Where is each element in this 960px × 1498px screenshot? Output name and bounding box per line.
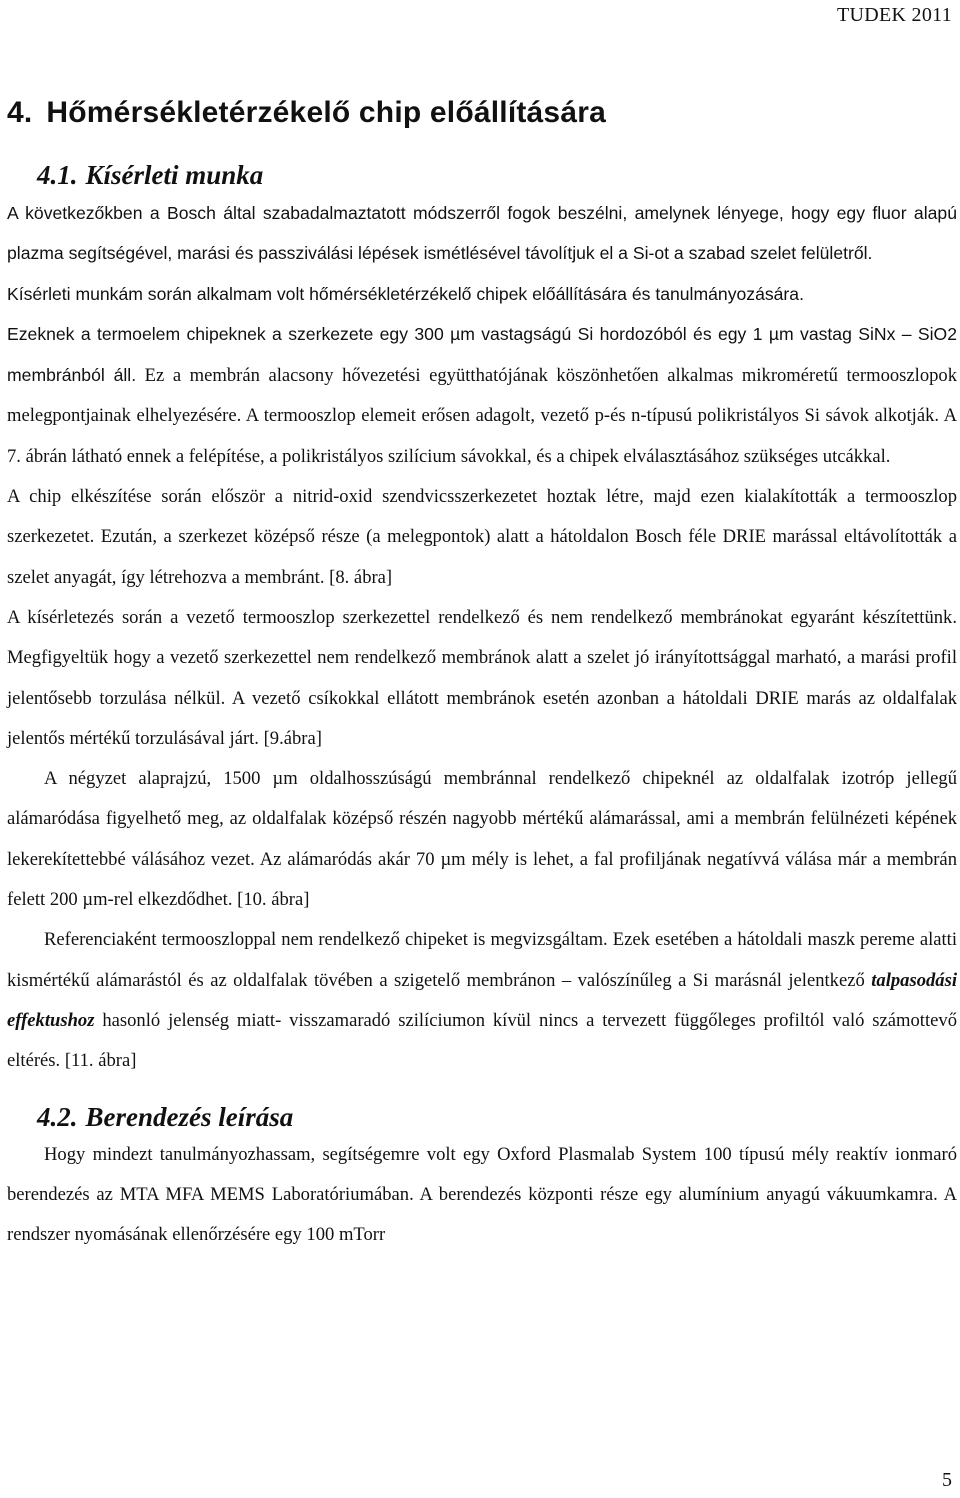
paragraph-underetching: A négyzet alaprajzú, 1500 µm oldalhosszúságú membránnal rendelkező chipeknél az oldalfalak izotróp jellegű alámaródása figyelhető meg, az oldalfalak középső részén nagyobb mértékű alámarással, ami a membrán felülnézeti képének lekerekítettebbé válásához vezet. Az alámaródás akár 70 µm mély is lehet, a fal profiljának negatívvá válása már a membrán felett 200 µm-rel elkezdődhet. [10. ábra] xyxy=(7,768,957,911)
section-number: 4.1. xyxy=(37,160,78,190)
section-number: 4.2. xyxy=(37,1101,78,1132)
footing-effect-term: talpasodási effektushoz xyxy=(7,969,957,1031)
section-heading-4-1 xyxy=(37,160,957,191)
paragraph-reference-chips xyxy=(7,920,957,1081)
running-header: TUDEK 2011 xyxy=(836,4,952,26)
section-title: Berendezés leírása xyxy=(85,1101,294,1132)
paragraph-chip-fabrication: A chip elkészítése során először a nitrid-oxid szendvicsszerkezetet hoztak létre, majd ezen kialakították a termooszlop szerkezetet. Ezután, a szerkezet középső része (a melegpontok) alatt a hátoldalon Bosch féle DRIE marással eltávolították a szelet anyagát, így létrehozva a membránt. [8. ábra] xyxy=(7,486,957,588)
paragraph-equipment: Hogy mindezt tanulmányozhassam, segítségemre volt egy Oxford Plasmalab System 100 típusú mély reaktív ionmaró berendezés az MTA MFA MEMS Laboratóriumában. A berendezés központi része egy alumínium anyagú vákuumkamra. A rendszer nyomásának ellenőrzésére egy 100 mTorr xyxy=(7,1143,957,1246)
paragraph-chip-structure xyxy=(7,314,957,477)
paragraph-chip-structure-part2: Ez a membrán alacsony hővezetési együtthatójának köszönhetően alkalmas mikroméretű termooszlopok melegpontjainak elhelyezésére. A termooszlop elemeit erősen adagolt, vezető p-és n-típusú polikristályos Si sávok alkotják. A 7. ábrán látható ennek a felépítése, a polikristályos szilícium sávokkal, és a chipek elválasztásához szükséges utcákkal. xyxy=(7,365,958,467)
chapter-title: Hőmérsékletérzékelő chip előállítására xyxy=(46,96,606,129)
paragraph-reference-before: Referenciaként termooszloppal nem rendelkező chipeket is megvizsgáltam. Ezek esetében a hátoldali maszk pereme alatti kismértékű alámarástól és az oldalfalak tövében a szigetelő membránon – valószínűleg a Si marásnál jelentkező xyxy=(7,929,957,991)
chapter-number: 4. xyxy=(7,96,33,129)
paragraph-reference-after: hasonló jelenség miatt- visszamaradó szilíciumon kívül nincs a tervezett függőleges profiltól való számottevő eltérés. [11. ábra] xyxy=(7,1009,957,1072)
document-body xyxy=(7,96,957,1255)
paragraph-experiment-intro: Kísérleti munkám során alkalmam volt hőmérsékletérzékelő chipek előállítására és tanulmányozására. xyxy=(7,283,804,304)
section-title: Kísérleti munka xyxy=(85,160,264,190)
paragraph-bosch-method: A következőkben a Bosch által szabadalmaztatott módszerről fogok beszélni, amelynek lényege, hogy egy fluor alapú plazma segítségével, marási és passziválási lépések ismétlésével távolítjuk el a Si-ot a szabad szelet felületről. xyxy=(7,203,957,264)
page-number: 5 xyxy=(942,1469,952,1491)
section-heading-4-2 xyxy=(37,1102,957,1133)
paragraph-membrane-experiment: A kísérletezés során a vezető termooszlop szerkezettel rendelkező és nem rendelkező membránokat egyaránt készítettünk. Megfigyeltük hogy a vezető szerkezettel nem rendelkező membránok alatt a szelet jó irányítottsággal marható, a marási profil jelentősebb torzulása nélkül. A vezető csíkokkal ellátott membránok esetén azonban a hátoldali DRIE marás az oldalfalak jelentős mértékű torzulásával járt. [9.ábra] xyxy=(7,606,957,749)
paragraph-chip-structure-part1: Ezeknek a termoelem chipeknek a szerkezete egy 300 µm vastagságú Si hordozóból és egy 1 µm vastag SiNx – SiO2 membránból áll. xyxy=(7,323,957,386)
chapter-heading xyxy=(7,96,957,130)
